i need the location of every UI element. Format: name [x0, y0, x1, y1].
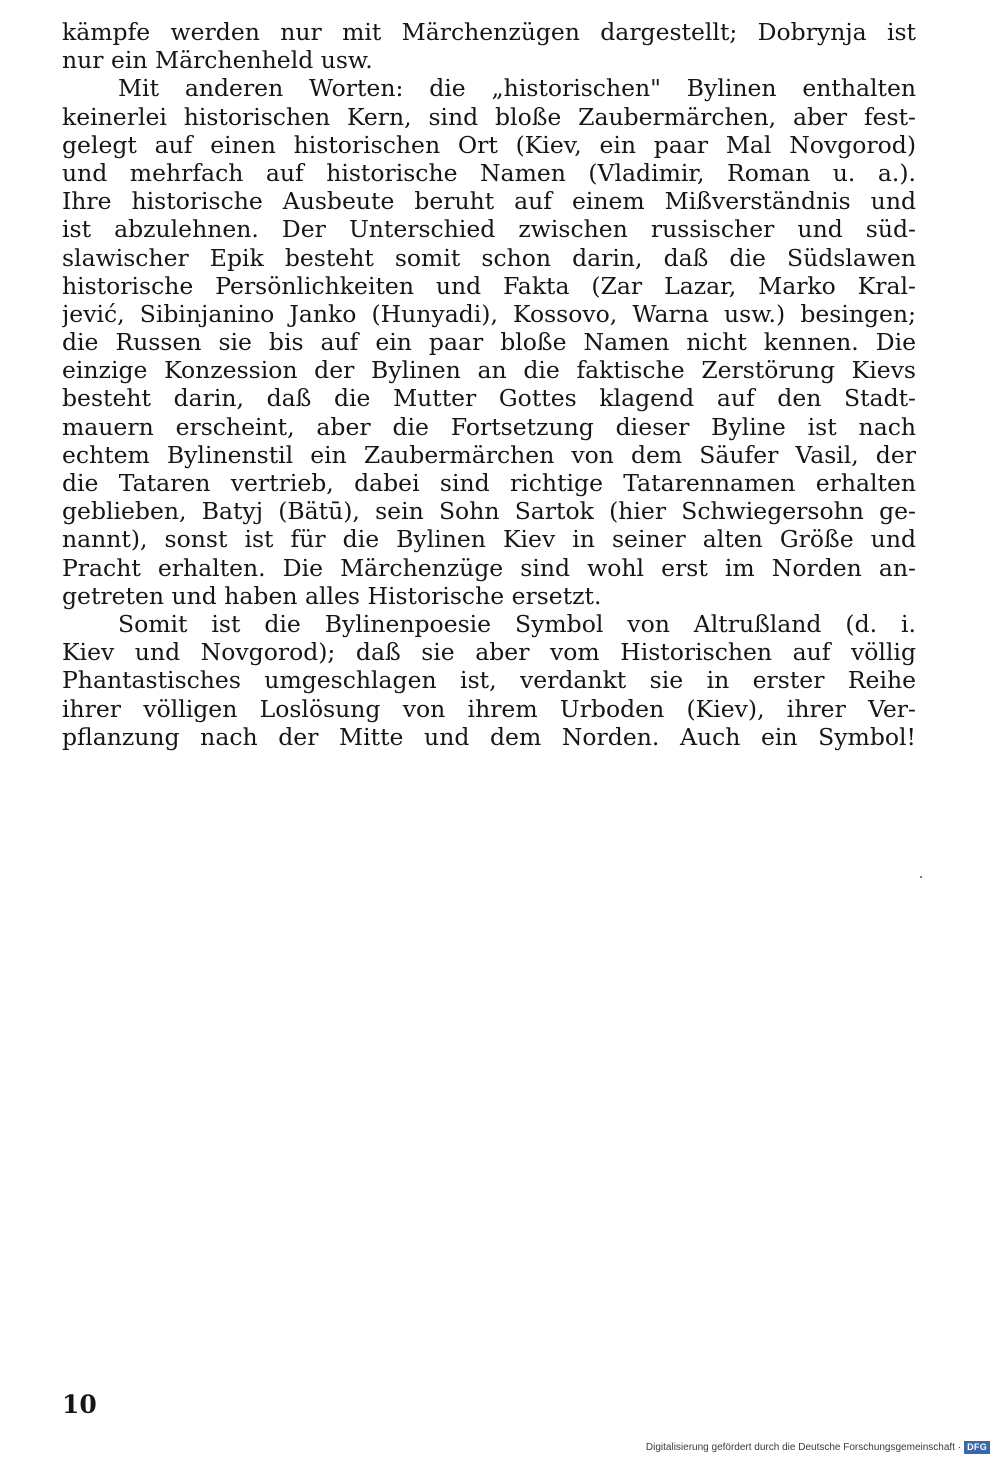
text-line: besteht darin, daß die Mutter Gottes klagend auf den Stadt-: [62, 384, 916, 413]
text-line: einzige Konzession der Bylinen an die faktische Zerstörung Kievs: [62, 356, 916, 385]
footer-credit: [646, 1440, 990, 1454]
footer-text: Digitalisierung gefördert durch die Deutsche Forschungsgemeinschaft ·: [645, 1441, 962, 1453]
text-line: Somit ist die Bylinenpoesie Symbol von Altrußland (d. i.: [118, 609, 916, 638]
text-line: und mehrfach auf historische Namen (Vladimir, Roman u. a.).: [62, 158, 916, 187]
page-number: 10: [62, 1390, 97, 1419]
text-line: keinerlei historischen Kern, sind bloße Zaubermärchen, aber fest-: [62, 102, 916, 131]
text-line: historische Persönlichkeiten und Fakta (Zar Lazar, Marko Kral-: [62, 271, 916, 300]
text-line: Kiev und Novgorod); daß sie aber vom Historischen auf völlig: [62, 638, 916, 667]
text-line: gelegt auf einen historischen Ort (Kiev, ein paar Mal Novgorod): [62, 130, 916, 159]
text-line: ist abzulehnen. Der Unterschied zwischen russischer und süd-: [62, 215, 916, 244]
text-line: slawischer Epik besteht somit schon darin, daß die Südslawen: [62, 243, 916, 272]
text-line: jević, Sibinjanino Janko (Hunyadi), Kossovo, Warna usw.) besingen;: [62, 299, 916, 328]
text-line: Pracht erhalten. Die Märchenzüge sind wohl erst im Norden an-: [62, 553, 916, 582]
text-line: Mit anderen Worten: die „historischen" Bylinen enthalten: [118, 74, 916, 103]
dfg-logo-icon: DFG: [964, 1441, 990, 1454]
text-line: die Russen sie bis auf ein paar bloße Namen nicht kennen. Die: [62, 328, 916, 357]
text-line: Ihre historische Ausbeute beruht auf einem Mißverständnis und: [62, 187, 916, 216]
text-line: nannt), sonst ist für die Bylinen Kiev in seiner alten Größe und: [62, 525, 916, 554]
text-line: Phantastisches umgeschlagen ist, verdankt sie in erster Reihe: [62, 666, 916, 695]
text-line: die Tataren vertrieb, dabei sind richtige Tatarennamen erhalten: [62, 469, 916, 497]
scan-speck: [920, 876, 922, 878]
text-line: geblieben, Batyj (Bätū), sein Sohn Sartok (hier Schwiegersohn ge-: [62, 497, 916, 526]
text-line: kämpfe werden nur mit Märchenzügen dargestellt; Dobrynja ist: [62, 18, 916, 46]
text-line: nur ein Märchenheld usw.: [62, 46, 373, 75]
body-text: [62, 18, 916, 751]
text-line: mauern erscheint, aber die Fortsetzung dieser Byline ist nach: [62, 412, 916, 441]
text-line: getreten und haben alles Historische ersetzt.: [62, 581, 602, 610]
text-line: pflanzung nach der Mitte und dem Norden. Auch ein Symbol!: [62, 722, 916, 751]
text-line: echtem Bylinenstil ein Zaubermärchen von dem Säufer Vasil, der: [62, 440, 916, 469]
text-line: ihrer völligen Loslösung von ihrem Urboden (Kiev), ihrer Ver-: [62, 694, 916, 723]
